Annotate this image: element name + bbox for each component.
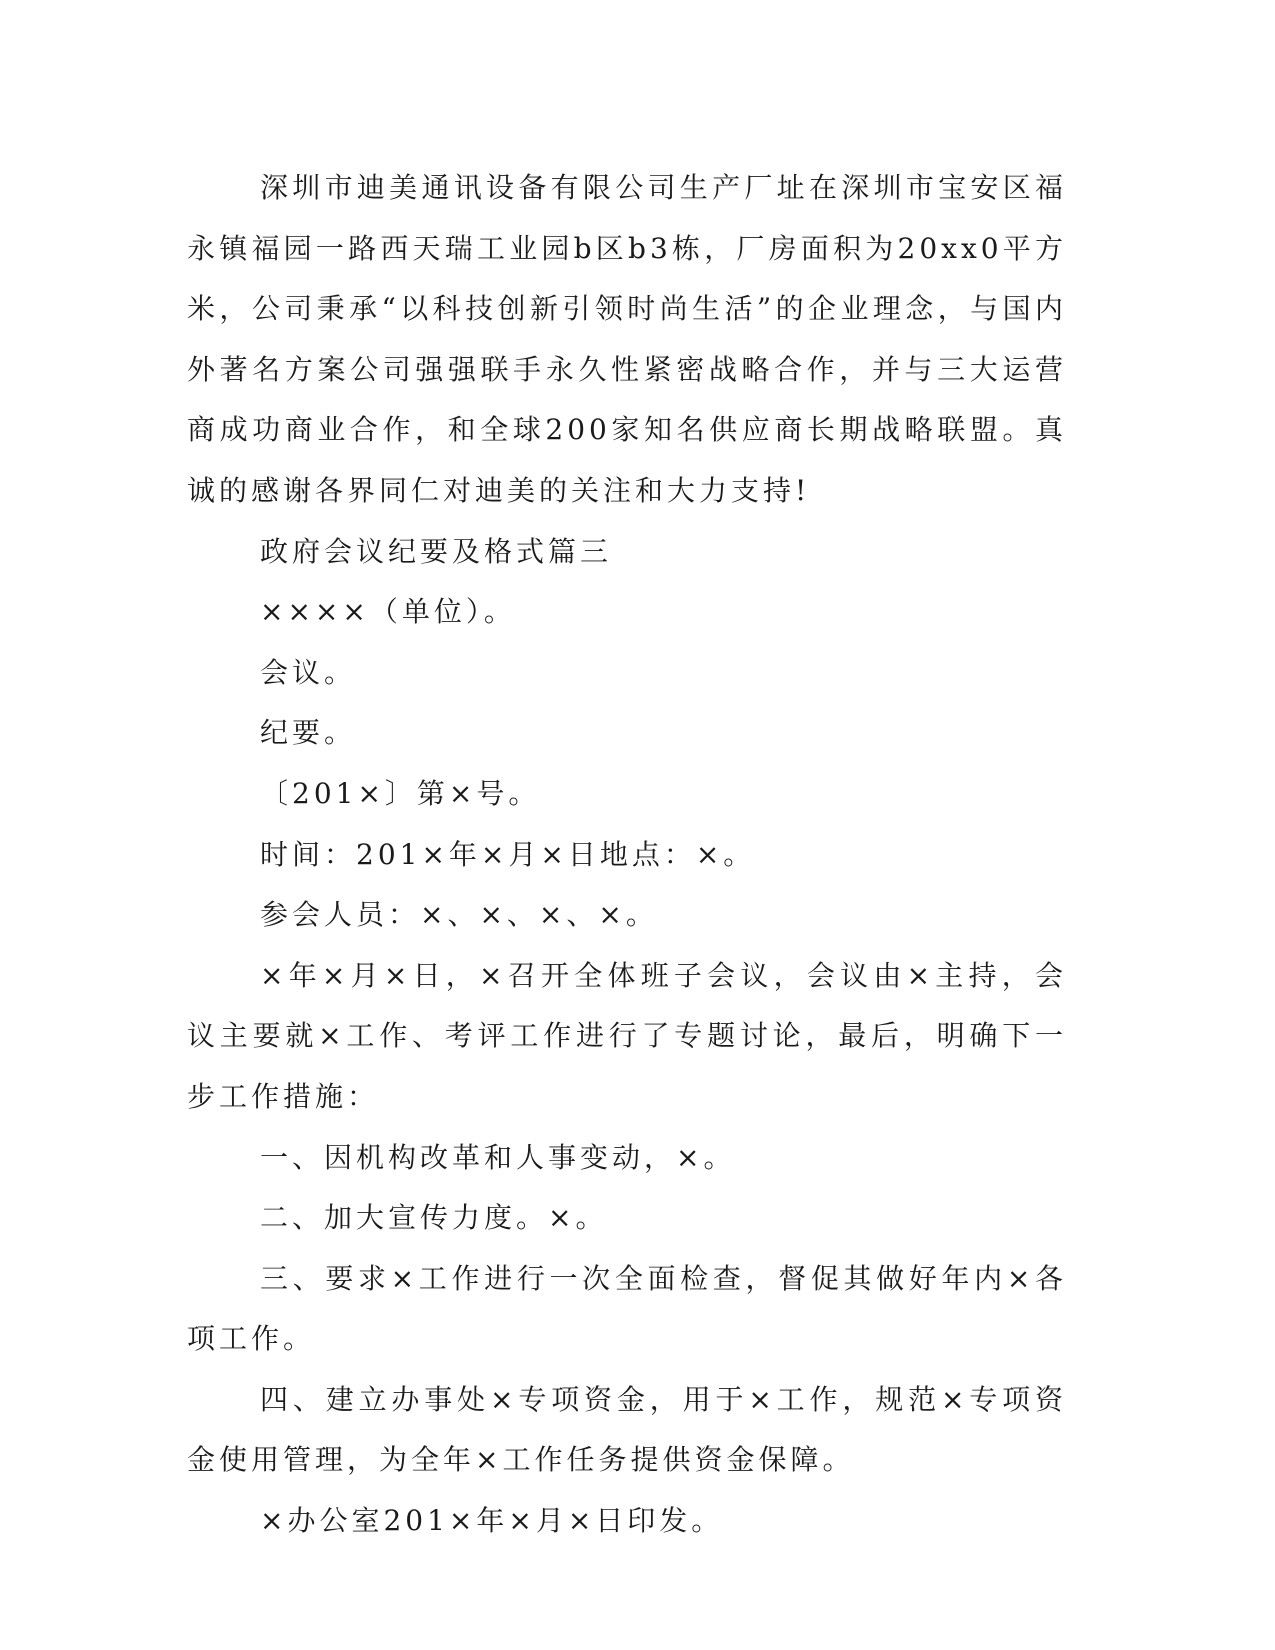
paragraph-unit: ××××（单位）。: [260, 595, 516, 629]
paragraph-time-place: 时间：201×年×月×日地点：×。: [260, 837, 756, 871]
paragraph-document-number: 〔201×〕第×号。: [260, 776, 541, 810]
section-heading: 政府会议纪要及格式篇三: [260, 534, 613, 568]
paragraph-meeting: 会议。: [260, 655, 357, 689]
paragraph-item-1: 一、因机构改革和人事变动，×。: [260, 1140, 736, 1174]
paragraph-attendees: 参会人员：×、×、×、×。: [260, 898, 658, 932]
paragraph-item-2: 二、加大宣传力度。×。: [260, 1201, 608, 1235]
paragraph-company-intro: 深圳市迪美通讯设备有限公司生产厂址在深圳市宝安区福永镇福园一路西天瑞工业园b区b3栋，厂房面积为20xx0平方米，公司秉承“以科技创新引领时尚生活”的企业理念，与国内外著名方案公司强强联手永久性紧密战略合作，并与三大运营商成功商业合作，和全球200家知名供应商长期战略联盟。真诚的感谢各界同仁对迪美的关注和大力支持!: [187, 171, 1067, 507]
paragraph-item-4: 四、建立办事处×专项资金，用于×工作，规范×专项资金使用管理，为全年×工作任务提供资金保障。: [187, 1382, 1067, 1477]
paragraph-item-3: 三、要求×工作进行一次全面检查，督促其做好年内×各项工作。: [187, 1261, 1067, 1356]
document-body: [187, 158, 1067, 1552]
paragraph-minutes: 纪要。: [260, 716, 357, 750]
paragraph-meeting-summary: ×年×月×日，×召开全体班子会议，会议由×主持，会议主要就×工作、考评工作进行了专题讨论，最后，明确下一步工作措施：: [187, 958, 1067, 1113]
paragraph-issuance: ×办公室201×年×月×日印发。: [260, 1504, 724, 1538]
